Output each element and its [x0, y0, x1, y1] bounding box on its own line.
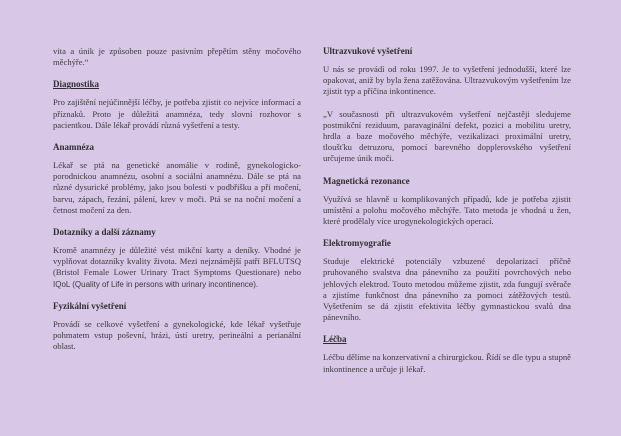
ultrasound-text: U nás se provádí od roku 1997. Je to vyšetření jednodušší, které lze opakovat, aniž by byla žena zatěžována. Ultrazvukovým vyšetřením lze zjistit typ a příčina inkontinence.: [323, 64, 571, 97]
diagnostics-text: Pro zajištění nejúčinnější léčby, je potřeba zjistit co nejvíce informací a příznaků. Proto je důležitá anamnéza, tedy slovní rozhovor s pacientkou. Dále lékař provádí různá vyšetření a testy.: [53, 97, 301, 130]
anamnesis-text: Lékař se ptá na genetické anomálie v rodině, gynekologicko-porodnickou anamnézu, osobní a sociální anamnézu. Dále se ptá na různé dysurické problémy, jako jsou bolesti v podbřišku a při močení, barvu, zápach, řezání, pálení, krev v moči. Ptá se na noční močení a četnost močení za den.: [53, 160, 301, 215]
treatment-heading: Léčba: [323, 334, 347, 345]
diagnostics-heading: Diagnostika: [53, 79, 100, 90]
questionnaires-text-iqol: IQoL (Quality of Life in persons with urinary incontinence).: [53, 279, 259, 289]
magnetic-resonance-text: Využívá se hlavně u komplikovaných případů, kde je potřeba zjistit umístění a polohu močového měchýře. Tato metoda je vhodná u žen, které prodělaly více urogynekologických operací.: [323, 193, 571, 227]
electromyography-text: Studuje elektrické potenciály vzbuzené depolarizací příčně pruhovaného svalstva dna pánevního za použití povrchových nebo jehlových elektrod. Touto metodou můžeme zjistit, zda fungují svěrače a zjistíme funkčnost dna pánevního za pomoci zátěžových testů. Vyšetřením se dá zjistit efektivita léčby gymnastickou svalů dna pánevního.: [323, 256, 571, 323]
questionnaires-text: [53, 245, 301, 290]
ultrasound-quote: „V současnosti při ultrazvukovém vyšetření nejčastěji sledujeme postmikční reziduum, paravaginální defekt, pozici a mobilitu uretry, hrdla a baze močového měchýře, vezikalizaci proximální uretry, tloušťku detruzoru, pomocí barevného dopplerovského vyšetření určujeme únik moči.: [323, 108, 571, 164]
intro-text: vita a únik je způsoben pouze pasivním přepětím stěny močového měchýře.“: [53, 46, 301, 68]
electromyography-heading: Elektromyografie: [323, 238, 391, 249]
physical-exam-text: Provádí se celkové vyšetření a gynekologické, kde lékař vyšetřuje pohmatem vstup poševní, hrázi, ústí uretry, perineální a perianální oblast.: [53, 318, 301, 352]
questionnaires-heading: Dotazníky a další záznamy: [53, 227, 156, 238]
anamnesis-heading: Anamnéza: [53, 142, 94, 153]
physical-exam-heading: Fyzikální vyšetření: [53, 300, 127, 311]
magnetic-resonance-heading: Magnetická rezonance: [323, 175, 410, 186]
questionnaires-text-main: Kromě anamnézy je důležité vést mikční karty a deníky. Vhodné je vyplňovat dotazníky kvality života. Mezi nejznámější patří BFLUTSQ (Bristol Female Lower Urinary Tract Symptoms Questionare) nebo: [53, 245, 301, 278]
treatment-text: Léčbu dělíme na konzervativní a chirurgickou. Řídí se dle typu a stupně inkontinence a určuje ji lékař.: [323, 352, 571, 374]
ultrasound-heading: Ultrazvukové vyšetření: [323, 46, 413, 56]
left-column: [53, 46, 301, 363]
right-column: [323, 46, 571, 386]
